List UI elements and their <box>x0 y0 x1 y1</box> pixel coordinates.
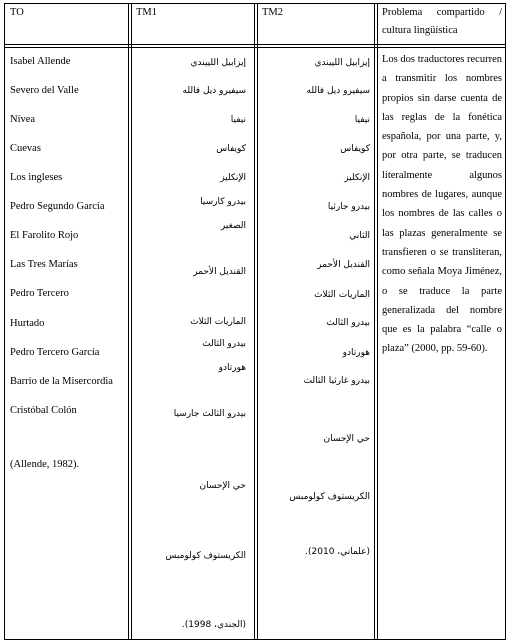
col-divider-3b <box>377 3 378 640</box>
to-item: Isabel Allende <box>10 56 71 67</box>
tm1-item: كويفاس <box>216 144 246 154</box>
tm2-item: كويفاس <box>340 144 370 154</box>
to-item: Cristóbal Colón <box>10 405 77 416</box>
tm1-item: الماريات الثلاث <box>190 317 246 327</box>
tm2-item: بيدرو جارثيا <box>327 202 370 212</box>
tm2-item: الكريستوف كولومبس <box>289 492 370 502</box>
tm2-item: بيدرو الثالث <box>326 318 370 328</box>
tm2-item: القنديل الأحمر <box>317 260 370 270</box>
to-item: Barrio de la Misercordia <box>10 376 113 387</box>
to-item: Severo del Valle <box>10 85 79 96</box>
tm2-item: الثاني <box>349 231 370 241</box>
tm2-item: سيفيرو ديل فالله <box>306 86 370 96</box>
tm2-item: حي الإحسان <box>323 434 370 444</box>
tm1-item: هورتادو <box>218 363 246 373</box>
col-divider-3 <box>374 3 375 640</box>
tm1-item: نيفيا <box>230 115 246 125</box>
tm1-item: القنديل الأحمر <box>193 267 246 277</box>
col-divider-2 <box>254 3 255 640</box>
header-separator-2 <box>4 47 506 48</box>
to-item: Las Tres Marías <box>10 259 78 270</box>
tm1-item: بيدرو الثالث جارسيا <box>173 409 246 419</box>
tm1-item: الصغير <box>220 221 246 231</box>
problem-text: Los dos traductores recurren a transmitir los nombres propios sin darse cuenta de las reglas de la fonética española, por una parte, y, por otra parte, se traducen literalmente algunos nombres de lugares, aunque los nombres de las calles o las plazas generalmente se transfieren o se transliteran, como señala Moya Jiménez, o se traduce la parte generalizada del nombre que es la palabra “calle o plaza” (2000, pp. 59-60). <box>382 54 502 355</box>
header-problem: Problema compartido / cultura lingüística <box>382 7 502 36</box>
to-item: Cuevas <box>10 143 41 154</box>
col-divider-2b <box>257 3 258 640</box>
col-divider-1 <box>128 3 129 640</box>
to-item: El Farolito Rojo <box>10 230 79 241</box>
tm2-item: إيزابيل اللييندي <box>314 58 370 68</box>
to-item: Los ingleses <box>10 172 63 183</box>
tm1-item: إيزابيل اللييندي <box>190 58 246 68</box>
header-separator <box>4 44 506 45</box>
tm1-item: بيدرو الثالث <box>202 339 246 349</box>
table-border-bottom <box>4 639 506 640</box>
to-item: Pedro Tercero <box>10 288 69 299</box>
col-divider-1b <box>131 3 132 640</box>
to-item: Hurtado <box>10 318 45 329</box>
tm2-item: بيدرو غارثيا الثالث <box>303 376 370 386</box>
comparison-table <box>4 3 506 640</box>
tm1-citation: (الجندي، 1998). <box>181 620 246 630</box>
tm2-citation: (علماني، 2010). <box>305 547 370 557</box>
header-to: TO <box>10 7 24 18</box>
to-citation: (Allende, 1982). <box>10 459 80 470</box>
table-border-left <box>4 3 5 640</box>
tm1-item: بيدرو كارسيا <box>200 197 246 207</box>
header-tm2: TM2 <box>262 7 283 18</box>
to-item: Pedro Tercero García <box>10 347 100 358</box>
tm1-item: الكريستوف كولومبس <box>165 551 246 561</box>
tm2-item: الماريات الثلاث <box>314 290 370 300</box>
table-border-right <box>505 3 506 640</box>
tm2-item: الإنكليز <box>344 173 370 183</box>
tm2-item: نيفيا <box>354 115 370 125</box>
tm1-item: حي الإحسان <box>199 481 246 491</box>
to-item: Pedro Segundo García <box>10 201 105 212</box>
tm2-item: هورتادو <box>342 348 370 358</box>
header-tm1: TM1 <box>136 7 157 18</box>
tm1-item: الإنكليز <box>220 173 246 183</box>
tm1-item: سيفيرو ديل فالله <box>182 86 246 96</box>
to-item: Nívea <box>10 114 36 125</box>
